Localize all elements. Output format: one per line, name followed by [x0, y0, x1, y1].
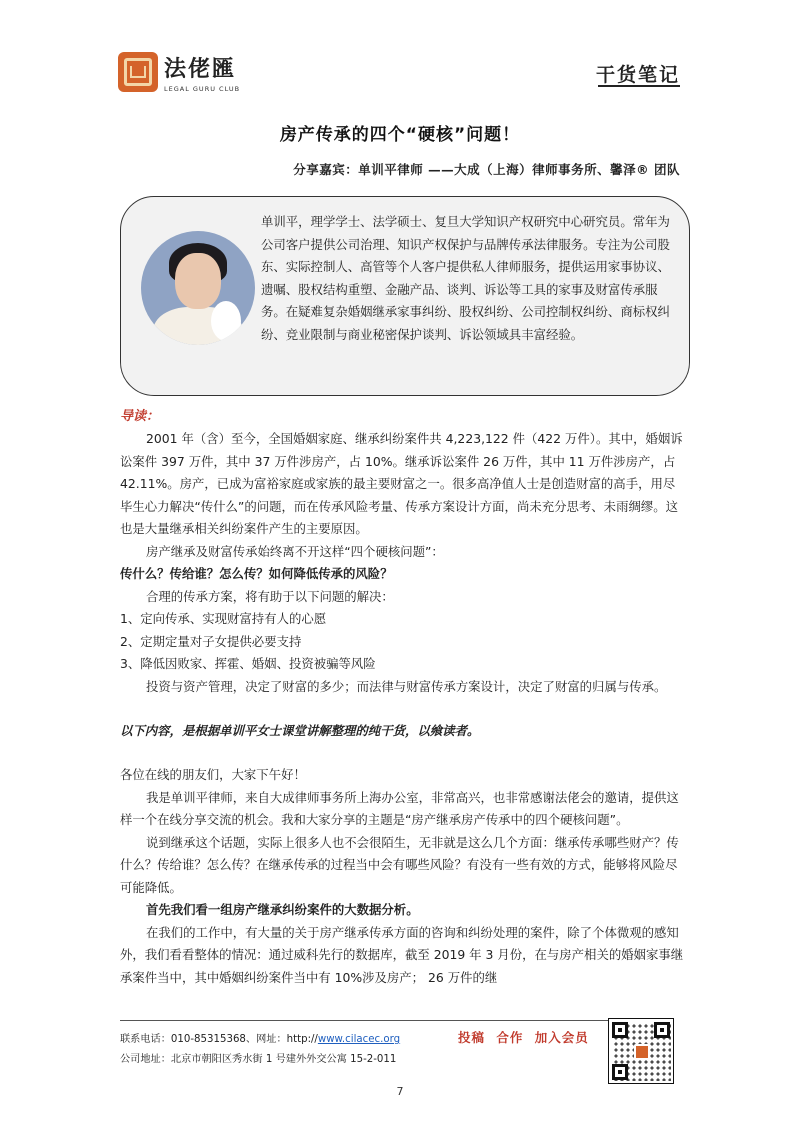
speaker-avatar: [141, 231, 255, 345]
cooperate-link[interactable]: 合作: [496, 1030, 524, 1045]
intro-paragraph-1: 2001 年（含）至今，全国婚姻家庭、继承纠纷案件共 4,223,122 件（422 万件）。其中，婚姻诉讼案件 397 万件，其中 37 万件涉房产，占 10%。继承诉讼案件 26 万件，其中 11 万件涉房产，占 42.11%。房产，已成为富裕家庭或家族的最主要财富之一。很多高净值人士是创造财富的高手，用尽毕生心力解决“传什么”的问题，而在传承风险考量、传承方案设计方面，尚未充分思考、未雨绸缪。这也是大量继承相关纠纷案件产生的主要原因。: [120, 431, 683, 536]
list-item: 2、定期定量对子女提供必要支持: [120, 633, 302, 649]
intro-section: [120, 428, 685, 698]
submit-link[interactable]: 投稿: [458, 1030, 486, 1045]
website-link[interactable]: www.cilacec.org: [317, 1034, 401, 1045]
talk-paragraph-2: 说到继承这个话题，实际上很多人也不会很陌生，无非就是这么几个方面：继承传承哪些财产？传什么？传给谁？怎么传？在继承传承的过程当中会有哪些风险？有没有一些有效的方式，能够将风险尽可能降低。: [120, 834, 679, 895]
qr-code-icon[interactable]: [608, 1018, 674, 1084]
greeting: 各位在线的朋友们，大家下午好！: [120, 767, 306, 782]
footer-cta: [458, 1028, 595, 1046]
footer-address: 公司地址：北京市朝阳区秀水街 1 号建外外交公寓 15-2-011: [120, 1054, 397, 1065]
bio-box: [120, 196, 690, 396]
article-title: 房产传承的四个“硬核”问题！: [279, 125, 521, 145]
four-questions: 传什么？传给谁？怎么传？如何降低传承的风险？: [120, 566, 393, 581]
list-item: 1、定向传承、实现财富持有人的心愿: [120, 611, 327, 626]
header-divider: [598, 85, 680, 87]
logo-english-name: LEGAL GURU CLUB: [164, 85, 241, 93]
intro-paragraph-2: 房产继承及财富传承始终离不开这样“四个硬核问题”：: [146, 543, 444, 559]
editor-note: 以下内容，是根据单训平女士课堂讲解整理的纯干货，以飨读者。: [120, 723, 480, 738]
list-item: 3、降低因败家、挥霍、婚姻、投资被骗等风险: [120, 656, 376, 671]
logo-chinese-name: 法佬匯: [164, 56, 237, 82]
page-number: 7: [396, 1085, 404, 1098]
intro-label: 导读：: [120, 409, 160, 424]
bio-text: 单训平，理学学士、法学硕士、复旦大学知识产权研究中心研究员。常年为公司客户提供公司治理、知识产权保护与品牌传承法律服务。专注为公司股东、实际控制人、高管等个人客户提供私人律师服务，提供运用家事协议、遗嘱、股权结构重塑、金融产品、谈判、诉讼等工具的家事及财富传承服务。在疑难复杂婚姻继承家事纠纷、股权纠纷、公司控制权纠纷、商标权纠纷、竞业限制与商业秘密保护谈判、诉讼领域具丰富经验。: [261, 214, 670, 342]
footer-contact: [120, 1030, 400, 1045]
contact-text: 联系电话：010-85315368、网址：http://: [120, 1034, 318, 1045]
intro-paragraph-4: 投资与资产管理，决定了财富的多少；而法律与财富传承方案设计，决定了财富的归属与传承。: [146, 678, 667, 694]
talk-paragraph-3: 首先我们看一组房产继承纠纷案件的大数据分析。: [146, 902, 419, 917]
logo: [118, 52, 240, 93]
section-label: 干货笔记: [595, 64, 680, 86]
intro-paragraph-3: 合理的传承方案，将有助于以下问题的解决：: [146, 588, 394, 604]
talk-section: [120, 764, 685, 989]
talk-paragraph-4: 在我们的工作中，有大量的关于房产继承传承方面的咨询和纠纷处理的案件，除了个体微观的感知外，我们看看整体的情况：通过威科先行的数据库，截至 2019 年 3 月份，在与房产相关的婚姻家事继承案件当中，其中婚姻纠纷案件当中有 10%涉及房产； 26 万件的继: [120, 924, 684, 985]
footer-divider: [120, 1020, 608, 1021]
join-member-link[interactable]: 加入会员: [534, 1030, 589, 1045]
guest-line: 分享嘉宾：单训平律师 ——大成（上海）律师事务所、馨泽® 团队: [293, 162, 680, 177]
talk-paragraph-1: 我是单训平律师，来自大成律师事务所上海办公室，非常高兴，也非常感谢法佬会的邀请，提供这样一个在线分享交流的机会。我和大家分享的主题是“房产继承房产传承中的四个硬核问题”。: [120, 789, 679, 827]
logo-mark-icon: [118, 52, 158, 92]
